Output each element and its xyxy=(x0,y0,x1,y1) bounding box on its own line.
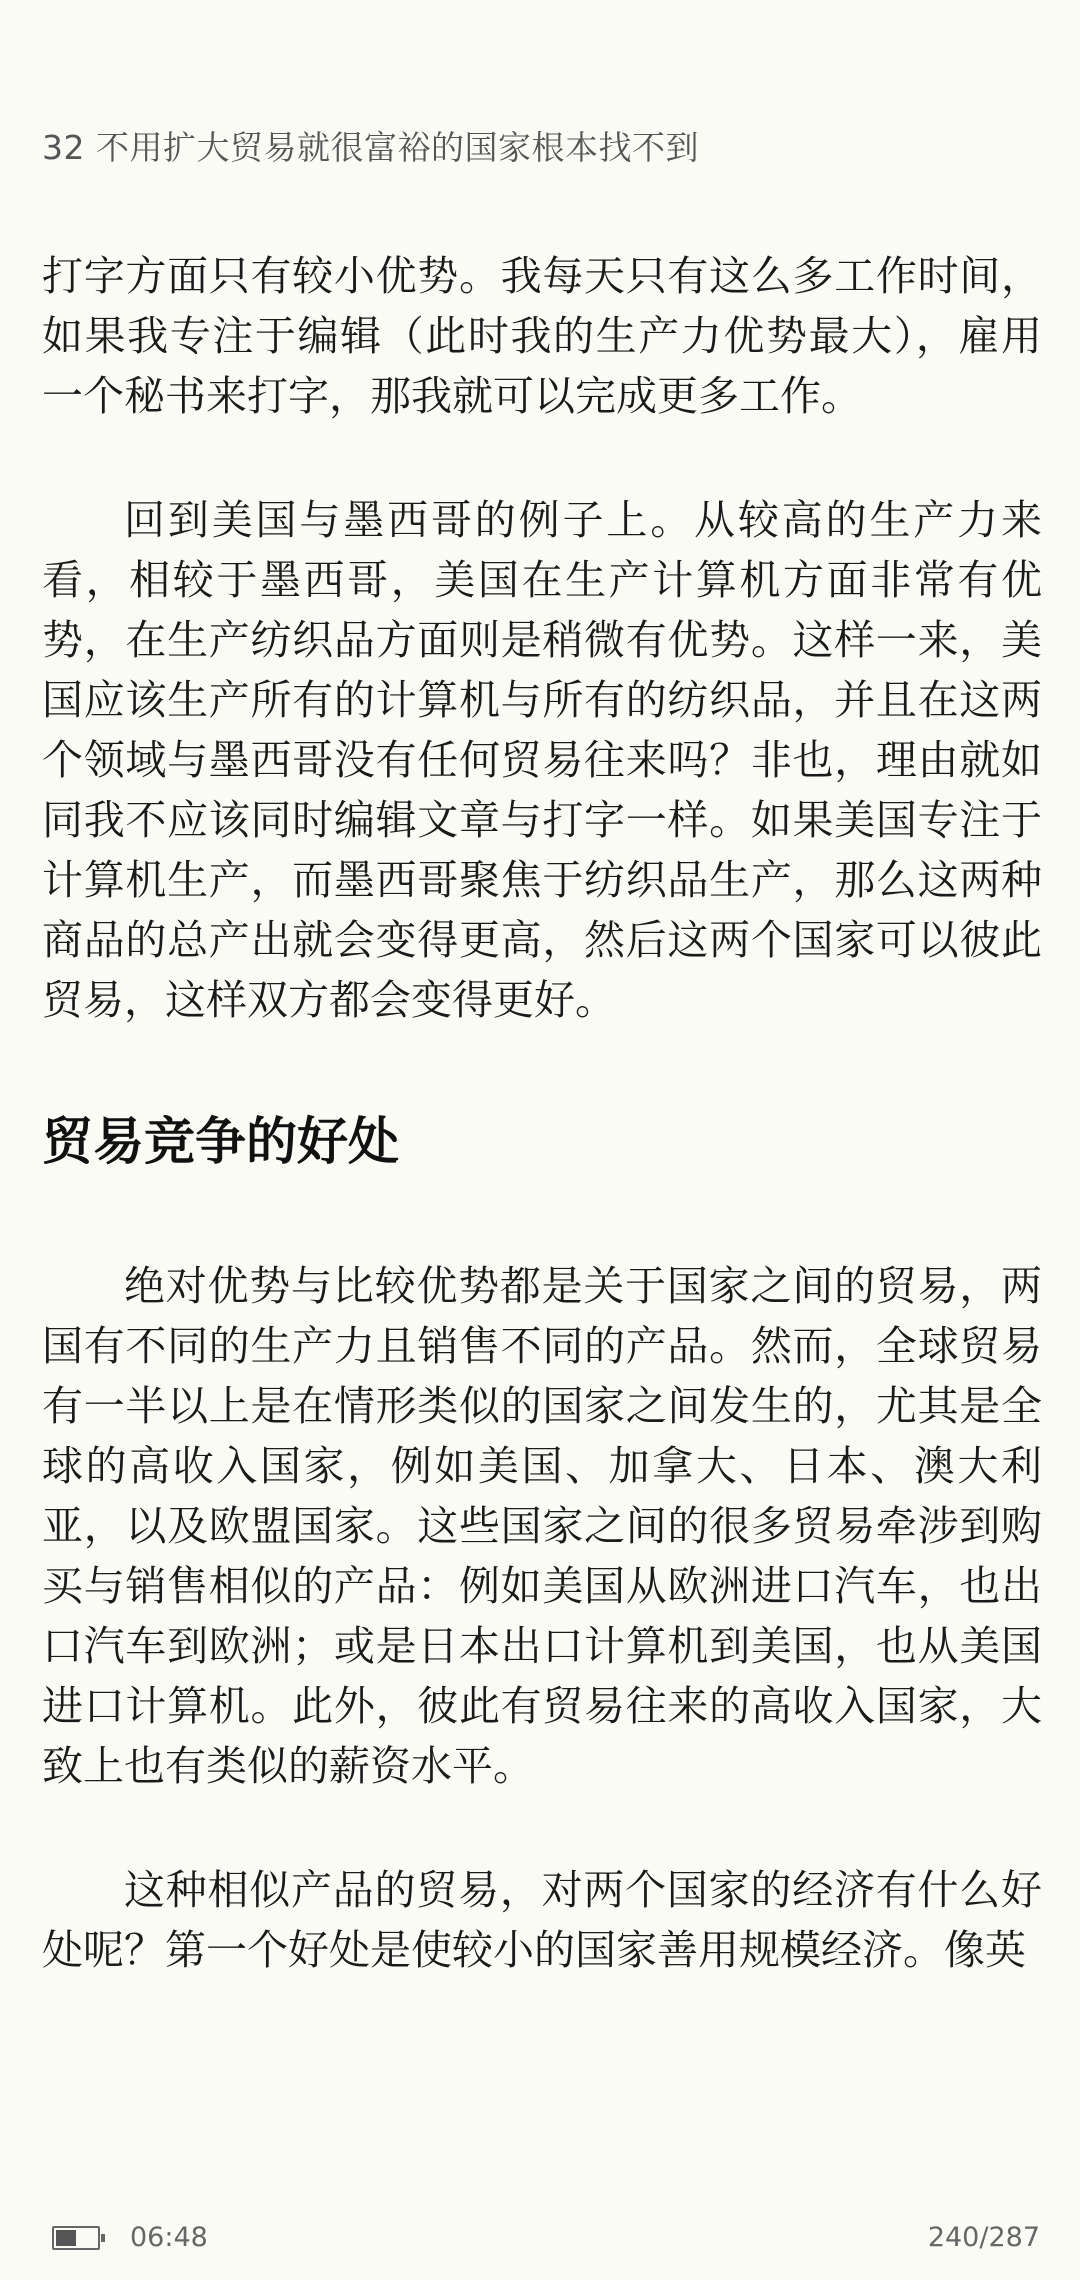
battery-icon xyxy=(52,2226,100,2250)
paragraph-spacer xyxy=(42,1030,1042,1108)
paragraph: 打字方面只有较小优势。我每天只有这么多工作时间，如果我专注于编辑（此时我的生产力优势最大），雇用一个秘书来打字，那我就可以完成更多工作。 xyxy=(42,252,1042,420)
paragraph: 回到美国与墨西哥的例子上。从较高的生产力来看，相较于墨西哥，美国在生产计算机方面非常有优势，在生产纺织品方面则是稍微有优势。这样一来，美国应该生产所有的计算机与所有的纺织品，并且在这两个领域与墨西哥没有任何贸易往来吗？非也，理由就如同我不应该同时编辑文章与打字一样。如果美国专注于计算机生产，而墨西哥聚焦于纺织品生产，那么这两种商品的总产出就会变得更高，然后这两个国家可以彼此贸易，这样双方都会变得更好。 xyxy=(42,496,1042,1024)
chapter-title: 32 不用扩大贸易就很富裕的国家根本找不到 xyxy=(42,128,699,167)
reader-content[interactable] xyxy=(42,246,1042,1980)
paragraph-spacer xyxy=(42,1178,1042,1256)
section-heading: 贸易竞争的好处 xyxy=(42,1113,400,1172)
clock-time: 06:48 xyxy=(130,2222,208,2253)
battery-fill xyxy=(56,2230,76,2246)
paragraph-spacer xyxy=(42,1796,1042,1860)
paragraph: 这种相似产品的贸易，对两个国家的经济有什么好处呢？第一个好处是使较小的国家善用规模经济。像英 xyxy=(42,1866,1042,1974)
paragraph-spacer xyxy=(42,426,1042,490)
reader-status-bar xyxy=(0,2222,1080,2262)
page-indicator: 240/287 xyxy=(927,2222,1040,2253)
paragraph: 绝对优势与比较优势都是关于国家之间的贸易，两国有不同的生产力且销售不同的产品。然而，全球贸易有一半以上是在情形类似的国家之间发生的，尤其是全球的高收入国家，例如美国、加拿大、日本、澳大利亚，以及欧盟国家。这些国家之间的很多贸易牵涉到购买与销售相似的产品：例如美国从欧洲进口汽车，也出口汽车到欧洲；或是日本出口计算机到美国，也从美国进口计算机。此外，彼此有贸易往来的高收入国家，大致上也有类似的薪资水平。 xyxy=(42,1262,1042,1790)
